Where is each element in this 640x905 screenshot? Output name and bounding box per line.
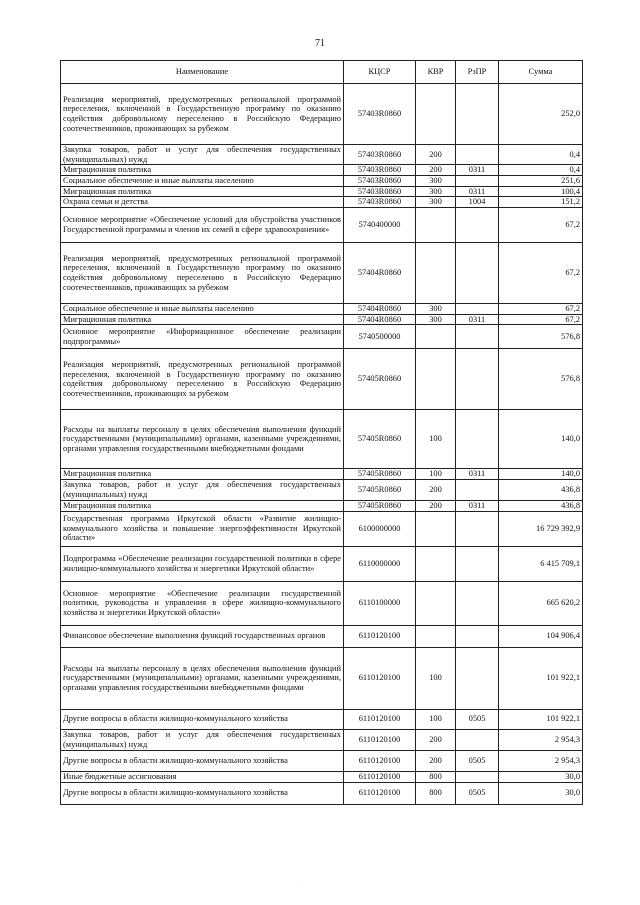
cell-kvr	[416, 581, 456, 625]
cell-sum: 104 906,4	[499, 625, 583, 647]
cell-kcsr: 57403R0860	[344, 197, 416, 208]
header-rzpr: РзПР	[456, 61, 499, 84]
cell-sum: 100,4	[499, 186, 583, 197]
cell-rzpr: 0311	[456, 500, 499, 511]
cell-kcsr: 57404R0860	[344, 303, 416, 314]
cell-kvr: 200	[416, 500, 456, 511]
header-kvr: КВР	[416, 61, 456, 84]
table-body	[61, 84, 583, 805]
cell-kvr	[416, 84, 456, 145]
table-row	[61, 500, 583, 511]
table-row	[61, 771, 583, 782]
cell-kvr	[416, 242, 456, 303]
cell-kcsr: 6110120100	[344, 625, 416, 647]
cell-kcsr: 57403R0860	[344, 186, 416, 197]
cell-rzpr	[456, 647, 499, 709]
cell-rzpr	[456, 84, 499, 145]
cell-rzpr	[456, 410, 499, 469]
cell-name: Закупка товаров, работ и услуг для обеспечения государственных (муниципальных) нужд	[61, 480, 344, 500]
cell-rzpr: 0311	[456, 469, 499, 480]
cell-kvr: 100	[416, 410, 456, 469]
cell-name: Основное мероприятие «Информационное обеспечение реализации подпрограммы»	[61, 325, 344, 349]
cell-kvr	[416, 625, 456, 647]
table-row	[61, 469, 583, 480]
table-row	[61, 349, 583, 410]
table-row	[61, 175, 583, 186]
cell-kcsr: 6110120100	[344, 782, 416, 804]
cell-sum: 576,8	[499, 349, 583, 410]
cell-name: Миграционная политика	[61, 500, 344, 511]
page-number: 71	[315, 38, 325, 49]
cell-kcsr: 57405R0860	[344, 480, 416, 500]
cell-kcsr: 6110120100	[344, 750, 416, 771]
table-row	[61, 303, 583, 314]
cell-kvr	[416, 546, 456, 581]
cell-rzpr	[456, 349, 499, 410]
cell-sum: 576,8	[499, 325, 583, 349]
cell-kvr: 800	[416, 782, 456, 804]
cell-kcsr: 57404R0860	[344, 314, 416, 325]
cell-kvr: 100	[416, 647, 456, 709]
table-row	[61, 314, 583, 325]
cell-name: Реализация мероприятий, предусмотренных региональной программой переселения, включенной в Государственную программу по оказанию содействия добровольному переселению в Российскую Федерацию соотечественников, проживающих за рубежом	[61, 349, 344, 410]
cell-kvr	[416, 325, 456, 349]
cell-kcsr: 57405R0860	[344, 469, 416, 480]
cell-name: Расходы на выплаты персоналу в целях обеспечения выполнения функций государственными (муниципальными) органами, казенными учреждениями, органами управления государственными внебюджетными фондами	[61, 647, 344, 709]
cell-sum: 140,0	[499, 469, 583, 480]
cell-kvr: 200	[416, 750, 456, 771]
cell-rzpr: 0505	[456, 709, 499, 729]
cell-kcsr: 6110100000	[344, 581, 416, 625]
cell-sum: 252,0	[499, 84, 583, 145]
budget-table	[60, 60, 583, 805]
cell-sum: 67,2	[499, 303, 583, 314]
cell-kvr: 200	[416, 165, 456, 176]
cell-name: Закупка товаров, работ и услуг для обеспечения государственных (муниципальных) нужд	[61, 729, 344, 750]
cell-sum: 6 415 709,1	[499, 546, 583, 581]
table-row	[61, 84, 583, 145]
cell-kvr: 300	[416, 303, 456, 314]
cell-kvr: 100	[416, 709, 456, 729]
cell-rzpr: 0311	[456, 186, 499, 197]
cell-name: Государственная программа Иркутской области «Развитие жилищно-коммунального хозяйства и повышение энергоэффективности Иркутской области»	[61, 511, 344, 546]
cell-kvr: 200	[416, 729, 456, 750]
cell-name: Миграционная политика	[61, 314, 344, 325]
header-sum: Сумма	[499, 61, 583, 84]
cell-sum: 2 954,3	[499, 729, 583, 750]
cell-kcsr: 57403R0860	[344, 175, 416, 186]
cell-kvr: 300	[416, 197, 456, 208]
table-row	[61, 511, 583, 546]
cell-sum: 101 922,1	[499, 647, 583, 709]
cell-rzpr	[456, 625, 499, 647]
cell-rzpr	[456, 303, 499, 314]
cell-rzpr: 0505	[456, 782, 499, 804]
cell-rzpr	[456, 511, 499, 546]
cell-kvr: 300	[416, 186, 456, 197]
cell-sum: 30,0	[499, 782, 583, 804]
cell-rzpr	[456, 207, 499, 242]
table-row	[61, 410, 583, 469]
cell-name: Миграционная политика	[61, 165, 344, 176]
cell-kcsr: 57405R0860	[344, 500, 416, 511]
cell-rzpr: 0311	[456, 165, 499, 176]
table-row	[61, 207, 583, 242]
cell-kvr	[416, 349, 456, 410]
cell-kcsr: 5740400000	[344, 207, 416, 242]
cell-kvr	[416, 511, 456, 546]
cell-rzpr	[456, 729, 499, 750]
cell-sum: 67,2	[499, 207, 583, 242]
cell-kcsr: 57405R0860	[344, 410, 416, 469]
cell-name: Охрана семьи и детства	[61, 197, 344, 208]
cell-rzpr	[456, 175, 499, 186]
cell-name: Реализация мероприятий, предусмотренных региональной программой переселения, включенной в Государственную программу по оказанию содействия добровольному переселению в Российскую Федерацию соотечественников, проживающих за рубежом	[61, 242, 344, 303]
cell-kcsr: 57404R0860	[344, 242, 416, 303]
cell-name: Расходы на выплаты персоналу в целях обеспечения выполнения функций государственными (муниципальными) органами, казенными учреждениями, органами управления государственными внебюджетными фондами	[61, 410, 344, 469]
header-kcsr: КЦСР	[344, 61, 416, 84]
cell-kcsr: 57403R0860	[344, 145, 416, 165]
cell-name: Миграционная политика	[61, 186, 344, 197]
cell-kcsr: 57405R0860	[344, 349, 416, 410]
table-header-row	[61, 61, 583, 84]
cell-kvr: 800	[416, 771, 456, 782]
table-row	[61, 729, 583, 750]
cell-sum: 436,8	[499, 480, 583, 500]
cell-name: Социальное обеспечение и иные выплаты населению	[61, 175, 344, 186]
table-row	[61, 782, 583, 804]
table-row	[61, 197, 583, 208]
table-row	[61, 546, 583, 581]
scan-mark: ·	[300, 884, 302, 890]
cell-kcsr: 6110120100	[344, 729, 416, 750]
cell-sum: 0,4	[499, 165, 583, 176]
cell-sum: 16 729 392,9	[499, 511, 583, 546]
cell-rzpr: 0311	[456, 314, 499, 325]
table-row	[61, 709, 583, 729]
cell-name: Закупка товаров, работ и услуг для обеспечения государственных (муниципальных) нужд	[61, 145, 344, 165]
cell-kvr: 300	[416, 314, 456, 325]
table-row	[61, 581, 583, 625]
cell-kcsr: 6110120100	[344, 771, 416, 782]
table-row	[61, 647, 583, 709]
cell-sum: 101 922,1	[499, 709, 583, 729]
cell-kcsr: 6110000000	[344, 546, 416, 581]
cell-sum: 67,2	[499, 314, 583, 325]
table-row	[61, 145, 583, 165]
cell-sum: 67,2	[499, 242, 583, 303]
cell-sum: 30,0	[499, 771, 583, 782]
cell-rzpr: 1004	[456, 197, 499, 208]
cell-sum: 665 620,2	[499, 581, 583, 625]
cell-rzpr	[456, 480, 499, 500]
table-row	[61, 325, 583, 349]
cell-sum: 151,2	[499, 197, 583, 208]
cell-name: Другие вопросы в области жилищно-коммунального хозяйства	[61, 750, 344, 771]
table-row	[61, 625, 583, 647]
cell-rzpr	[456, 546, 499, 581]
cell-name: Подпрограмма «Обеспечение реализации государственной политики в сфере жилищно-коммунального хозяйства и энергетики Иркутской области»	[61, 546, 344, 581]
table-row	[61, 165, 583, 176]
table-row	[61, 242, 583, 303]
cell-rzpr	[456, 581, 499, 625]
table-row	[61, 750, 583, 771]
cell-rzpr	[456, 771, 499, 782]
cell-rzpr	[456, 242, 499, 303]
cell-name: Другие вопросы в области жилищно-коммунального хозяйства	[61, 709, 344, 729]
cell-name: Иные бюджетные ассигнования	[61, 771, 344, 782]
cell-rzpr	[456, 145, 499, 165]
cell-kvr	[416, 207, 456, 242]
cell-sum: 436,8	[499, 500, 583, 511]
cell-kvr: 300	[416, 175, 456, 186]
table-row	[61, 480, 583, 500]
cell-name: Социальное обеспечение и иные выплаты населению	[61, 303, 344, 314]
cell-name: Другие вопросы в области жилищно-коммунального хозяйства	[61, 782, 344, 804]
cell-kcsr: 57403R0860	[344, 84, 416, 145]
cell-sum: 0,4	[499, 145, 583, 165]
cell-kcsr: 6110120100	[344, 647, 416, 709]
cell-rzpr: 0505	[456, 750, 499, 771]
cell-sum: 2 954,3	[499, 750, 583, 771]
header-name: Наименование	[61, 61, 344, 84]
cell-name: Миграционная политика	[61, 469, 344, 480]
cell-kcsr: 57403R0860	[344, 165, 416, 176]
cell-sum: 140,0	[499, 410, 583, 469]
cell-name: Финансовое обеспечение выполнения функций государственных органов	[61, 625, 344, 647]
cell-name: Основное мероприятие «Обеспечение условий для обустройства участников Государственной программы и членов их семей в сфере здравоохранения»	[61, 207, 344, 242]
cell-kcsr: 5740500000	[344, 325, 416, 349]
table-row	[61, 186, 583, 197]
cell-kcsr: 6110120100	[344, 709, 416, 729]
cell-kvr: 100	[416, 469, 456, 480]
cell-name: Основное мероприятие «Обеспечение реализации государственной политики, руководства и управления в сфере жилищно-коммунального хозяйства и энергетики Иркутской области»	[61, 581, 344, 625]
cell-name: Реализация мероприятий, предусмотренных региональной программой переселения, включенной в Государственную программу по оказанию содействия добровольному переселению в Российскую Федерацию соотечественников, проживающих за рубежом	[61, 84, 344, 145]
cell-sum: 251,6	[499, 175, 583, 186]
cell-rzpr	[456, 325, 499, 349]
cell-kvr: 200	[416, 145, 456, 165]
cell-kcsr: 6100000000	[344, 511, 416, 546]
cell-kvr: 200	[416, 480, 456, 500]
